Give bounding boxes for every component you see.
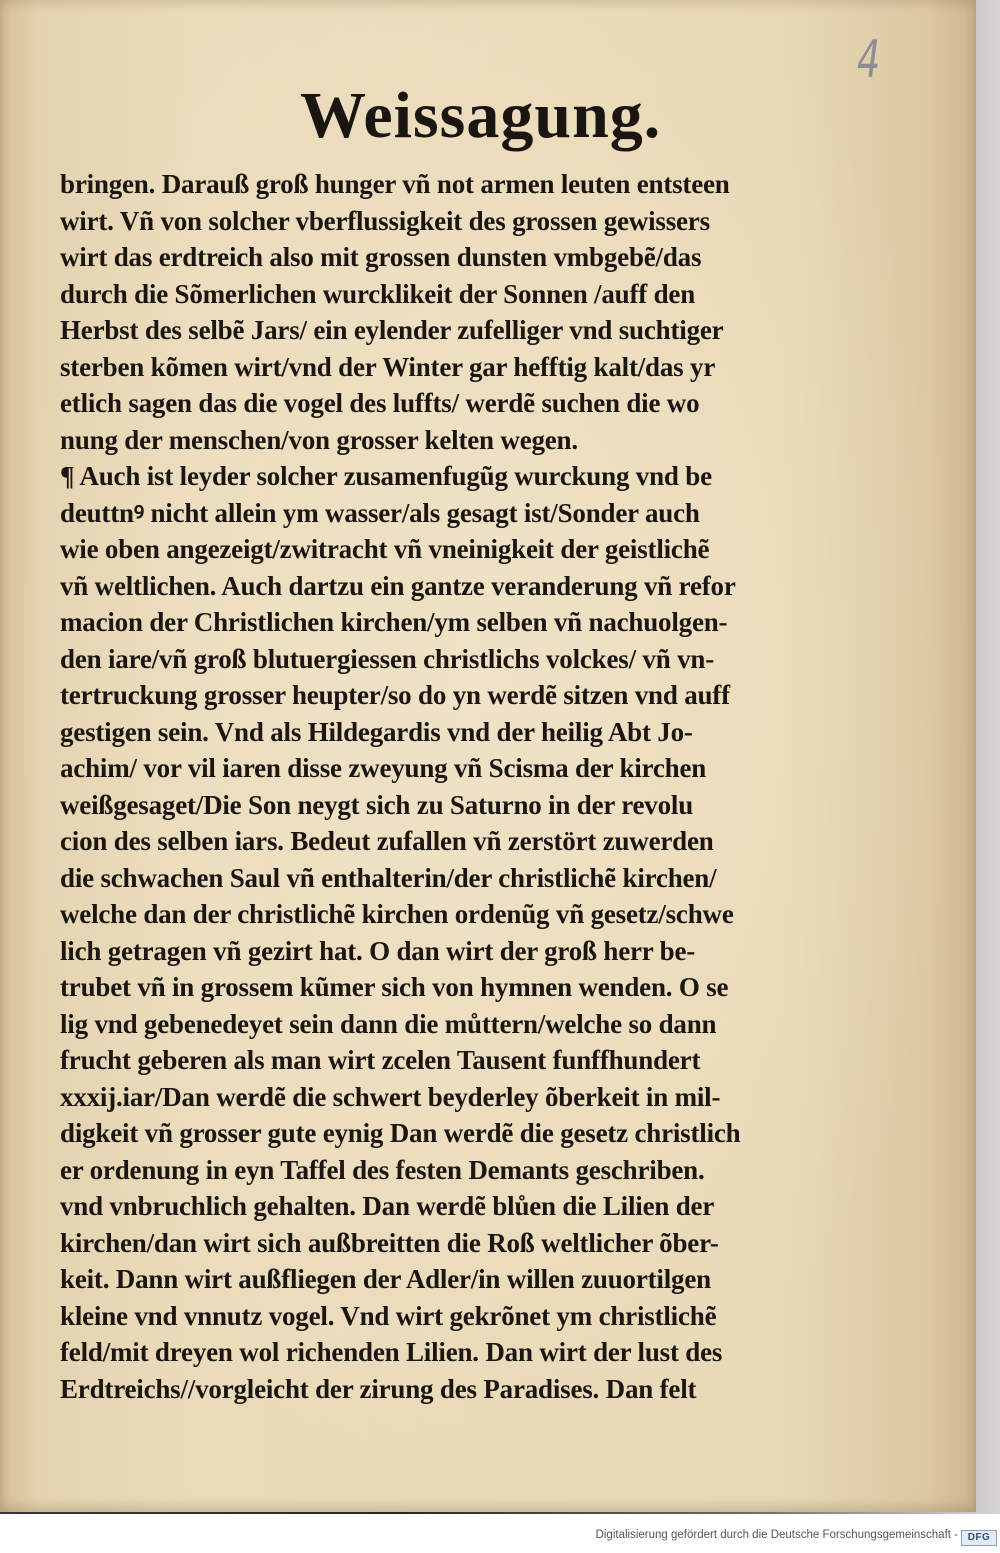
text-line: bringen. Darauß groß hunger vñ not armen leuten entsteen bbox=[60, 169, 730, 199]
digitization-credit: Digitalisierung gefördert durch die Deutsche Forschungsgemeinschaft - bbox=[595, 1529, 958, 1541]
text-line: Herbst des selbẽ Jars/ ein eylender zufelliger vnd suchtiger bbox=[60, 315, 724, 345]
text-line: kirchen/dan wirt sich außbreitten die Roß weltlicher õber- bbox=[60, 1227, 719, 1258]
text-line: die schwachen Saul vñ enthalterin/der christlichẽ kirchen/ bbox=[60, 862, 717, 893]
text-line: den iare/vñ groß blutuergiessen christlichs volckes/ vñ vn- bbox=[60, 643, 714, 674]
text-line: welche dan der christlichẽ kirchen ordenũg vñ gesetz/schwe bbox=[60, 899, 734, 929]
text-line: feld/mit dreyen wol richenden Lilien. Dan wirt der lust des bbox=[60, 1337, 723, 1367]
text-line: sterben kõmen wirt/vnd der Winter gar hefftig kalt/das yr bbox=[60, 351, 716, 382]
text-line: achim/ vor vil iaren disse zweyung vñ Scisma der kirchen bbox=[60, 753, 707, 783]
text-line: etlich sagen das die vogel des luffts/ werdẽ suchen die wo bbox=[60, 388, 700, 418]
text-line: Erdtreichs//vorgleicht der zirung des Paradises. Dan felt bbox=[60, 1373, 697, 1404]
body-text bbox=[60, 166, 960, 1407]
text-line: kleine vnd vnnutz vogel. Vnd wirt gekrõnet ym christlichẽ bbox=[60, 1300, 717, 1331]
text-line: wie oben angezeigt/zwitracht vñ vneinigkeit der geistlichẽ bbox=[60, 534, 710, 564]
text-line: digkeit vñ grosser gute eynig Dan werdẽ die gesetz christlich bbox=[60, 1118, 741, 1148]
text-line: vñ weltlichen. Auch dartzu ein gantze veranderung vñ refor bbox=[60, 570, 736, 601]
text-line: vnd vnbruchlich gehalten. Dan werdẽ blůen die Lilien der bbox=[60, 1191, 715, 1221]
text-line: wirt das erdtreich also mit grossen dunsten vmbgebẽ/das bbox=[60, 242, 702, 272]
text-line: tertruckung grosser heupter/so do yn werdẽ sitzen vnd auff bbox=[60, 680, 730, 710]
folio-number: 4 bbox=[856, 30, 881, 90]
text-line: ¶ Auch ist leyder solcher zusamenfugũg wurckung vnd be bbox=[60, 461, 712, 491]
text-line: gestigen sein. Vnd als Hildegardis vnd der heilig Abt Jo- bbox=[60, 716, 693, 747]
running-title: Weissagung. bbox=[300, 79, 662, 152]
text-line: macion der Christlichen kirchen/ym selben vñ nachuolgen- bbox=[60, 607, 728, 637]
text-line: durch die Sõmerlichen wurcklikeit der Sonnen /auff den bbox=[60, 278, 696, 309]
dfg-logo: DFG bbox=[961, 1530, 997, 1546]
text-line: wirt. Vñ von solcher vberflussigkeit des grossen gewissers bbox=[60, 205, 710, 236]
text-line: weißgesaget/Die Son neygt sich zu Saturno in der revolu bbox=[60, 789, 694, 820]
text-line: deuttnꝰ nicht allein ym wasser/als gesagt ist/Sonder auch bbox=[60, 497, 700, 528]
text-line: xxxij.iar/Dan werdẽ die schwert beyderley õberkeit in mil- bbox=[60, 1081, 721, 1112]
text-line: er ordenung in eyn Taffel des festen Demants geschriben. bbox=[60, 1154, 705, 1185]
text-line: cion des selben iars. Bedeut zufallen vñ zerstört zuwerden bbox=[60, 826, 714, 856]
text-line: lich getragen vñ gezirt hat. O dan wirt der groß herr be- bbox=[60, 935, 696, 966]
text-line: keit. Dann wirt außfliegen der Adler/in willen zuuortilgen bbox=[60, 1264, 711, 1294]
text-line: nung der menschen/von grosser kelten wegen. bbox=[60, 424, 578, 455]
text-line: frucht geberen als man wirt zcelen Tausent funffhundert bbox=[60, 1045, 701, 1075]
text-line: lig vnd gebenedeyet sein dann die můttern/welche so dann bbox=[60, 1008, 717, 1039]
text-line: trubet vñ in grossem kũmer sich von hymnen wenden. O se bbox=[60, 972, 729, 1002]
